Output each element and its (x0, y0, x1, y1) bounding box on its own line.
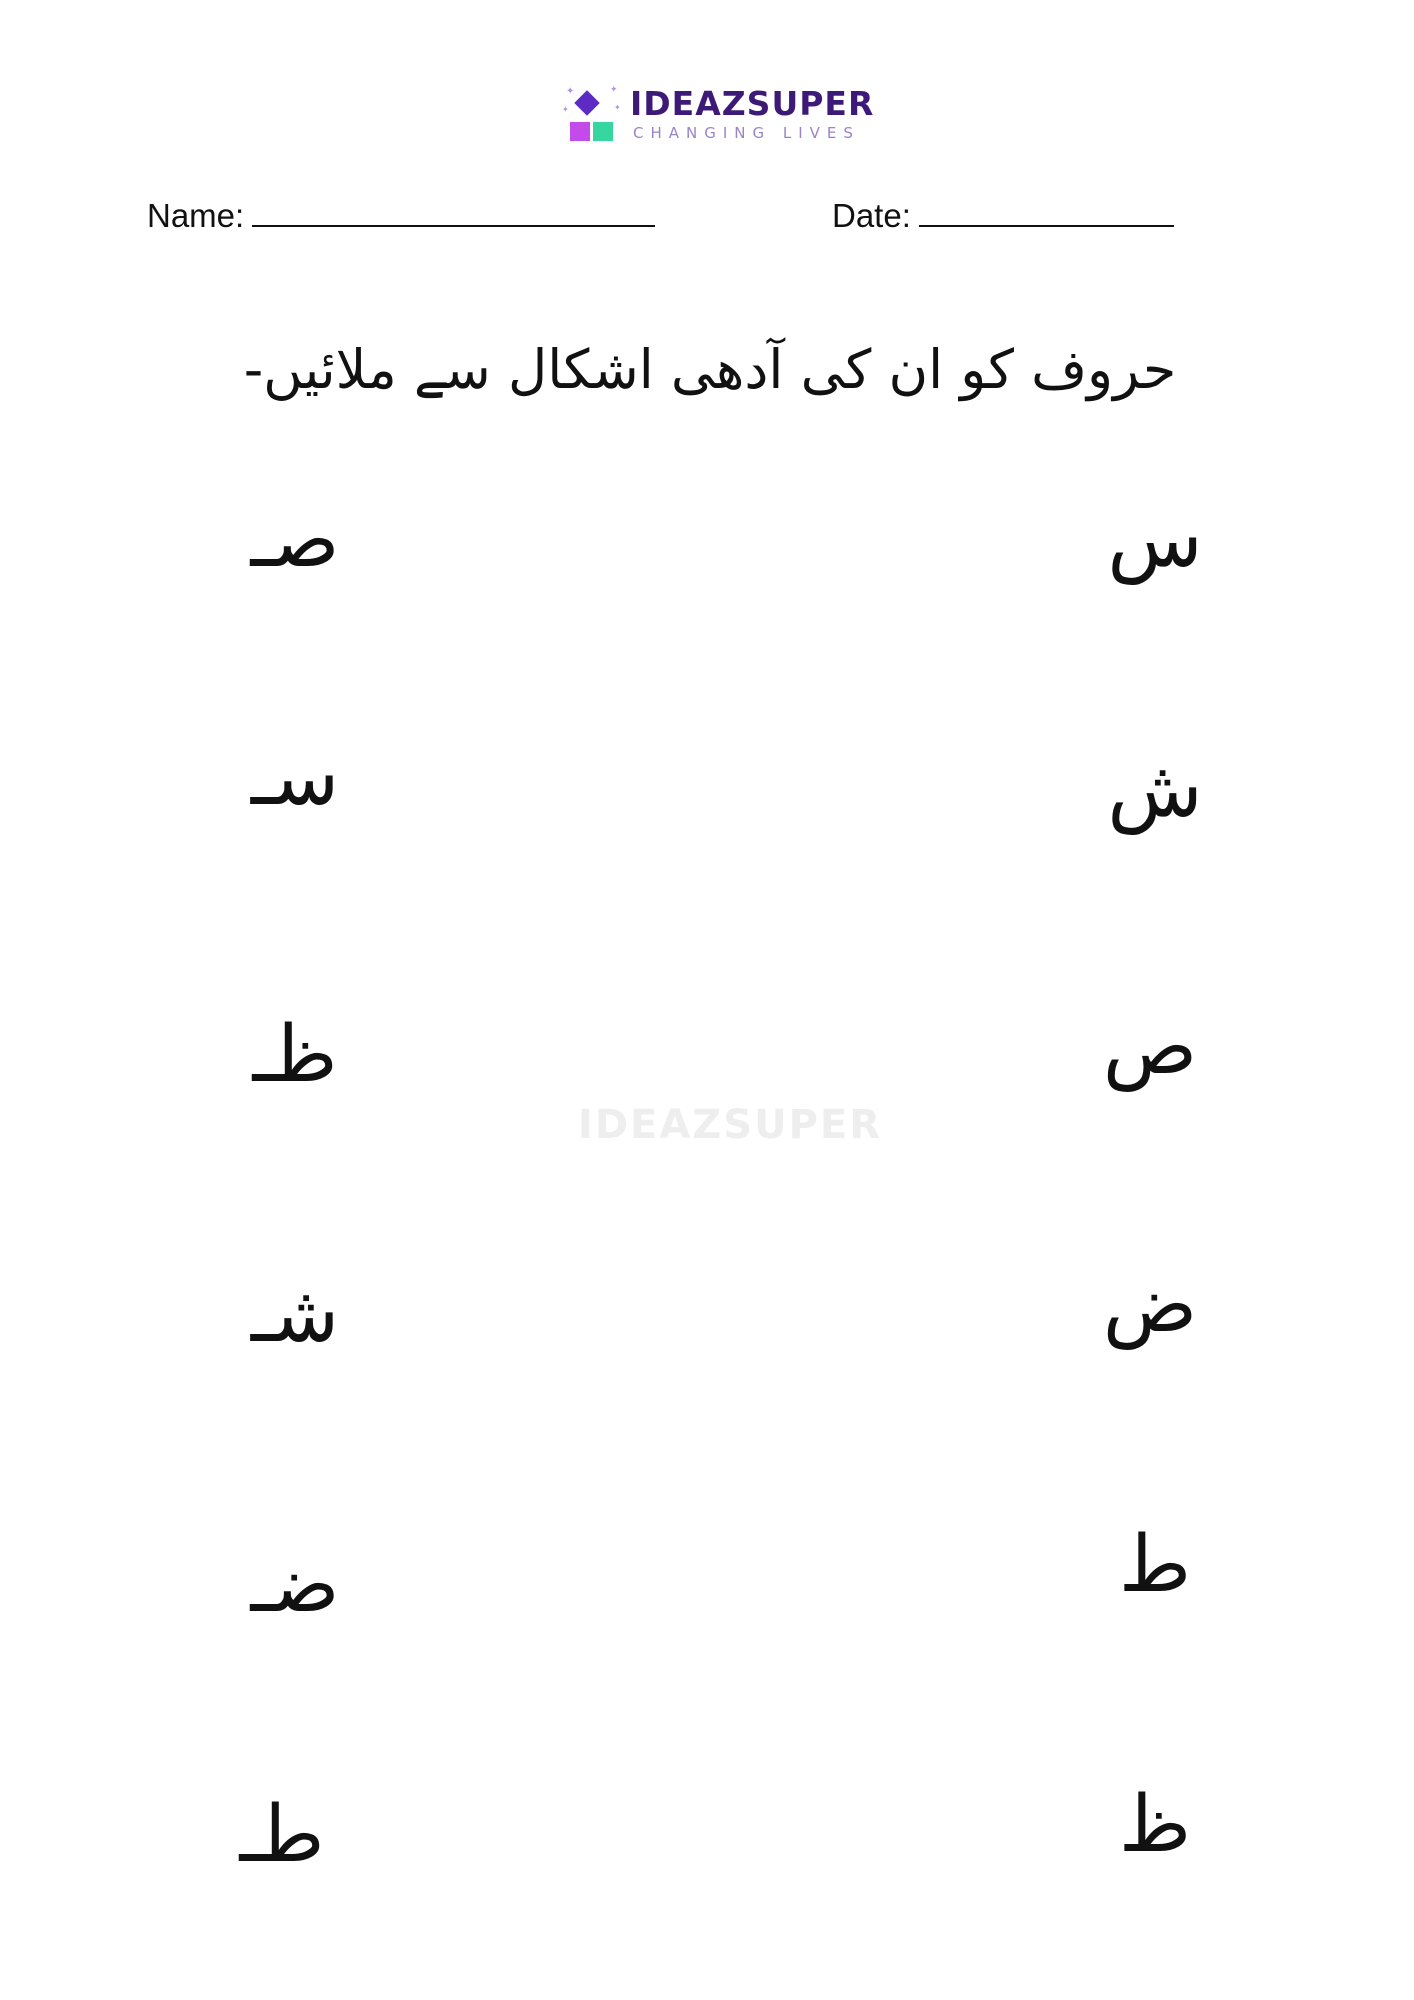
full-letter[interactable]: ظ (1118, 1780, 1192, 1870)
brand-tagline: CHANGING LIVES (633, 124, 860, 142)
date-field (832, 195, 1174, 235)
half-form-letter[interactable]: سـ (250, 733, 340, 823)
half-form-letter[interactable]: طـ (239, 1790, 325, 1880)
full-letter[interactable]: ص (1102, 1002, 1198, 1092)
logo-mark-icon (560, 80, 630, 150)
watermark: IDEAZSUPER (577, 1102, 883, 1148)
logo-square-left-icon (570, 122, 590, 141)
date-blank-line[interactable] (919, 195, 1174, 227)
half-form-letter[interactable]: صـ (250, 495, 340, 585)
full-letter[interactable]: ط (1118, 1520, 1192, 1610)
full-letter[interactable]: س (1107, 495, 1203, 585)
logo-square-right-icon (593, 122, 613, 141)
name-blank-line[interactable] (252, 195, 655, 227)
half-form-letter[interactable]: ظـ (252, 1010, 338, 1100)
full-letter[interactable]: ش (1107, 745, 1203, 835)
half-form-letter[interactable]: شـ (250, 1270, 340, 1360)
brand-logo (560, 80, 875, 150)
half-form-letter[interactable]: ضـ (250, 1540, 340, 1630)
date-label: Date: (832, 197, 911, 234)
full-letter[interactable]: ض (1102, 1260, 1198, 1350)
logo-star-icon: ✦ (566, 86, 575, 97)
brand-name: IDEAZSUPER (630, 84, 875, 123)
logo-star-icon: ✦ (610, 85, 618, 95)
logo-star-icon: ✦ (614, 103, 621, 112)
instruction-heading: حروف کو ان کی آدھی اشکال سے ملائیں- (243, 338, 1177, 401)
logo-star-icon: ✦ (562, 105, 569, 114)
name-field (147, 195, 655, 235)
name-label: Name: (147, 197, 245, 234)
logo-diamond-icon (574, 90, 599, 115)
